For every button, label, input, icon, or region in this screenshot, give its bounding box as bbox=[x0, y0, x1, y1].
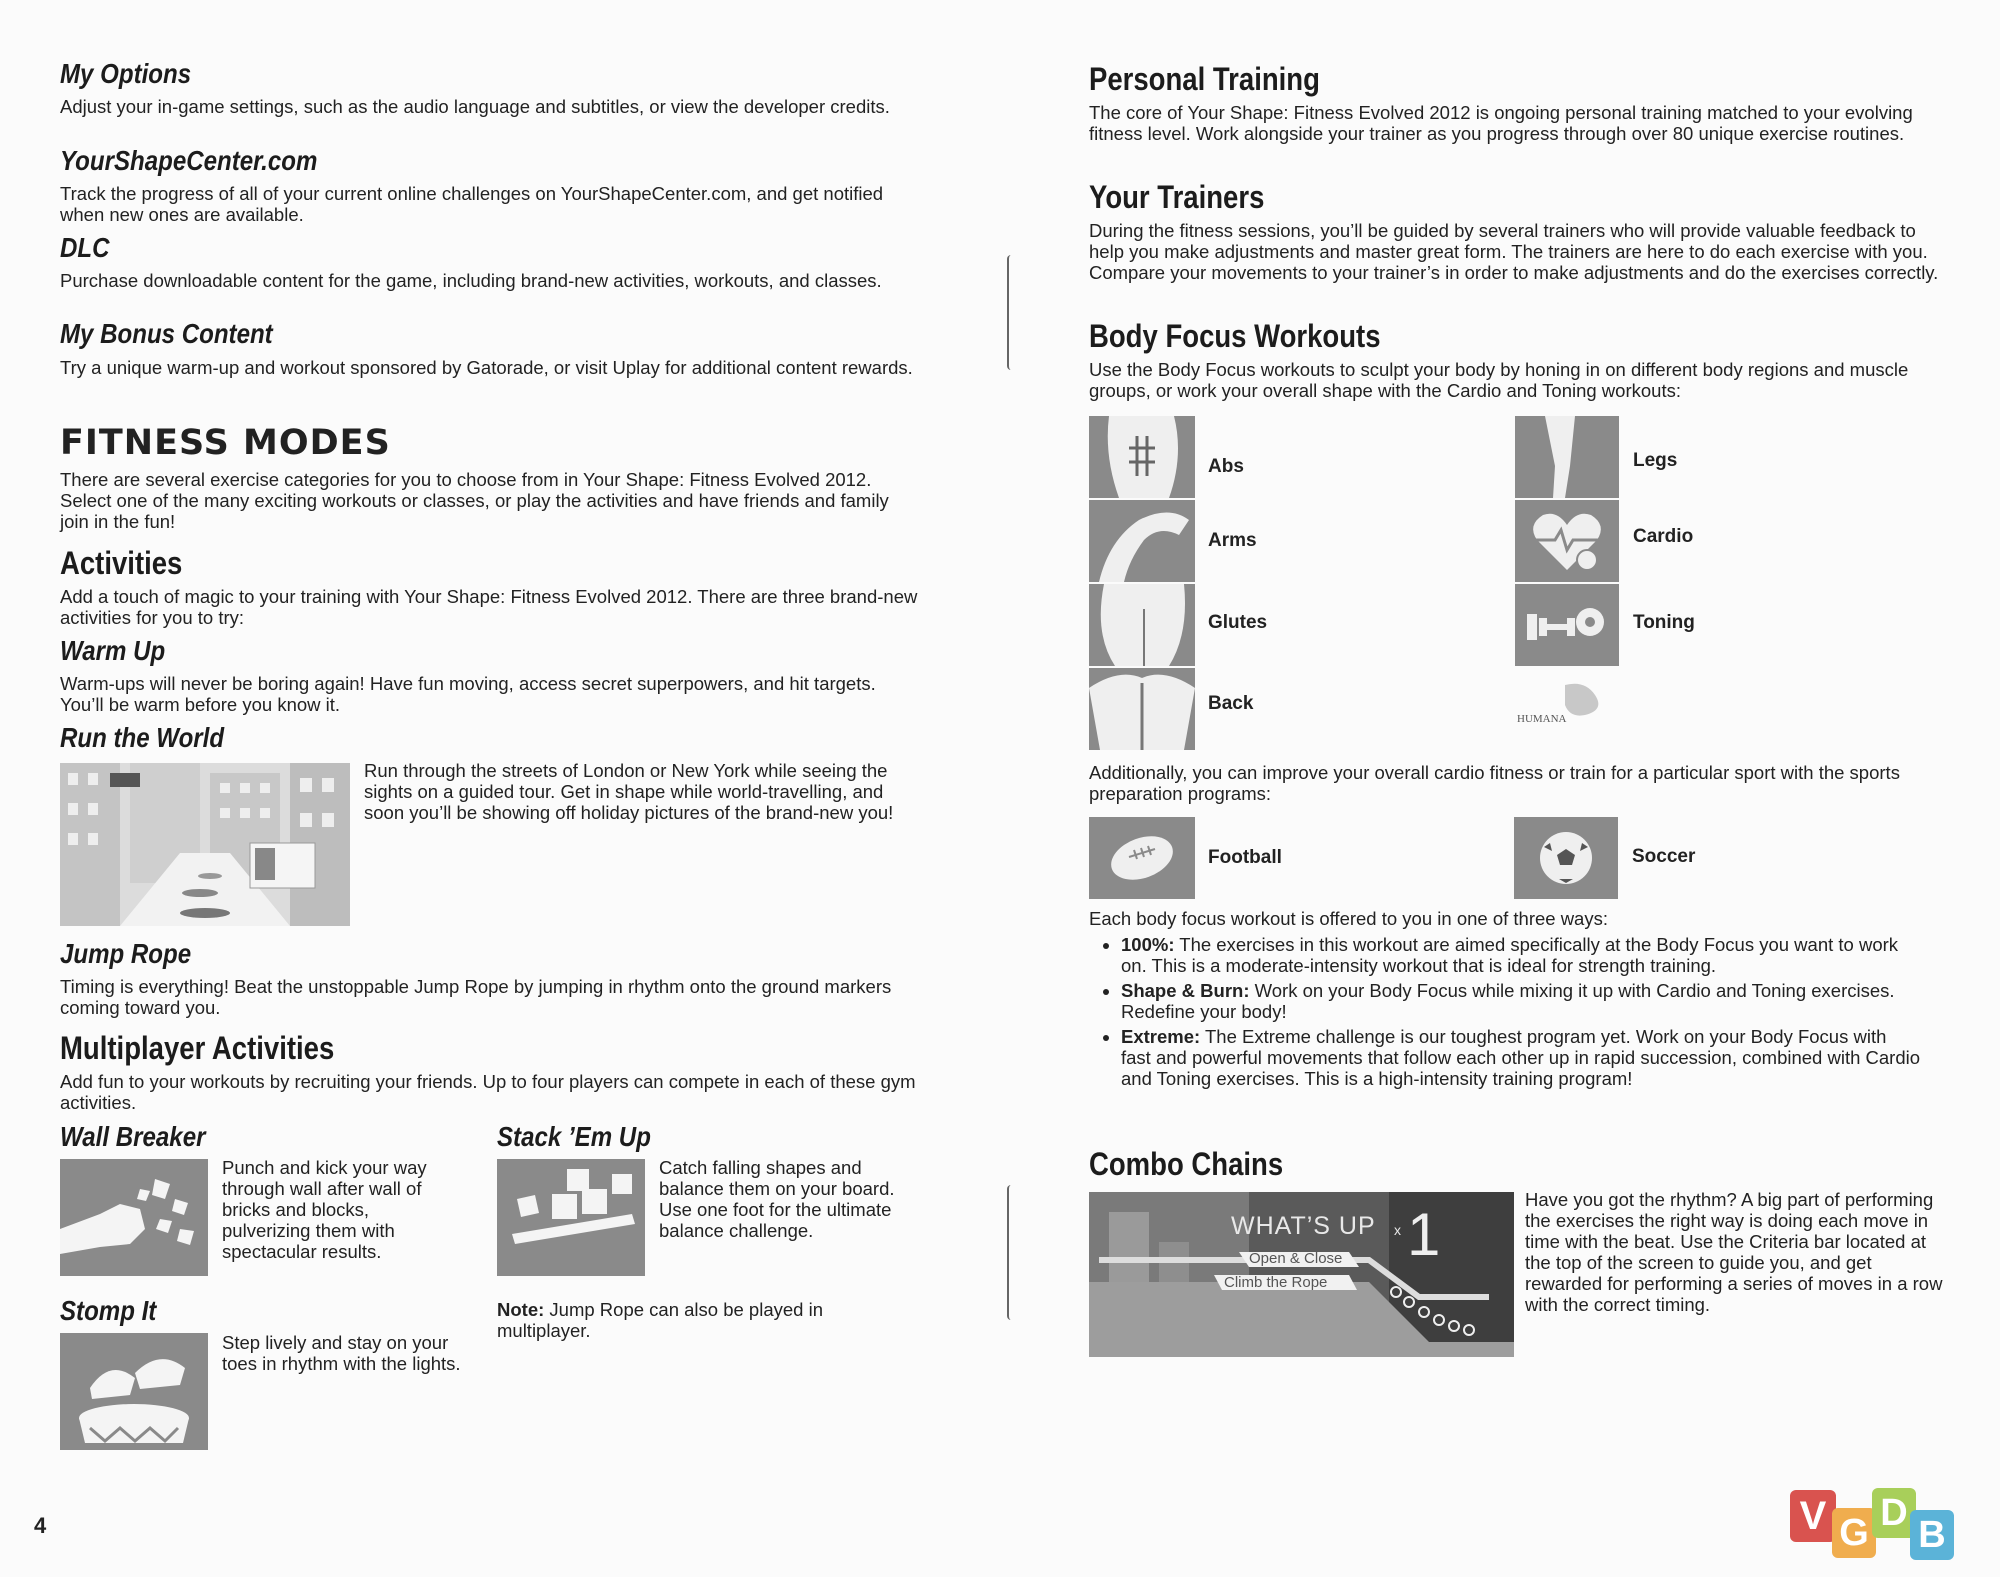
vgdb-watermark bbox=[1790, 1488, 1990, 1568]
combo-move-1: Open & Close bbox=[1249, 1250, 1343, 1267]
run-world-heading: Run the World bbox=[60, 722, 225, 753]
stomp-it-text: Step lively and stay on your toes in rhythm with the lights. bbox=[222, 1332, 461, 1374]
focus-label-back: Back bbox=[1208, 693, 1254, 714]
run-world-text: Run through the streets of London or New York while seeing the sights on a guided tour. Get in shape while world-travelling, and soon you’ll be showing off holiday pictures of the brand-new you! bbox=[364, 760, 894, 823]
abs-icon bbox=[1089, 416, 1195, 498]
body-focus-text: Use the Body Focus workouts to sculpt your body by honing in on different body regions and muscle groups, or work your overall shape with the Cardio and Toning workouts: bbox=[1089, 359, 1909, 401]
combo-chains-screenshot bbox=[1089, 1192, 1514, 1357]
note-text bbox=[497, 1299, 917, 1341]
focus-label-glutes: Glutes bbox=[1208, 612, 1268, 633]
binding-mark-top bbox=[1007, 255, 1015, 370]
wall-breaker-text: Punch and kick your way through wall after wall of bricks and blocks, pulverizing them with spectacular results. bbox=[222, 1157, 427, 1262]
bonus-heading: My Bonus Content bbox=[60, 318, 273, 349]
bonus-text: Try a unique warm-up and workout sponsored by Gatorade, or visit Uplay for additional content rewards. bbox=[60, 357, 913, 378]
vgdb-letter-g: G bbox=[1832, 1508, 1876, 1558]
vgdb-letter-v: V bbox=[1790, 1490, 1836, 1542]
way-item-shape-burn: • Shape & Burn: Work on your Body Focus while mixing it up with Cardio and Toning exercises. Redefine your body! bbox=[1121, 980, 1921, 1022]
combo-multiplier-sign: x bbox=[1394, 1222, 1401, 1238]
activities-heading: Activities bbox=[60, 545, 183, 581]
combo-chains-text: Have you got the rhythm? A big part of performing the exercises the right way is doing each move in time with the beat. Use the Criteria bar located at the top of the screen to guide you, and get rewarded for performing a series of moves in a row with the correct timing. bbox=[1525, 1189, 1943, 1315]
combo-chains-heading: Combo Chains bbox=[1089, 1146, 1284, 1182]
activities-text: Add a touch of magic to your training with Your Shape: Fitness Evolved 2012. There are three brand-new activities for you to try: bbox=[60, 586, 918, 628]
arms-icon bbox=[1089, 500, 1195, 582]
focus-label-toning: Toning bbox=[1633, 612, 1695, 633]
body-focus-heading: Body Focus Workouts bbox=[1089, 318, 1381, 354]
ysc-heading: YourShapeCenter.com bbox=[60, 145, 318, 176]
vgdb-letter-b: B bbox=[1910, 1510, 1954, 1560]
my-options-text: Adjust your in-game settings, such as the audio language and subtitles, or view the developer credits. bbox=[60, 96, 890, 117]
stack-em-up-icon bbox=[497, 1159, 645, 1276]
page-number: 4 bbox=[34, 1513, 47, 1538]
combo-count: 1 bbox=[1407, 1201, 1441, 1268]
legs-icon bbox=[1515, 416, 1619, 498]
soccer-ball-icon bbox=[1514, 817, 1618, 899]
jump-rope-text: Timing is everything! Beat the unstoppable Jump Rope by jumping in rhythm onto the ground markers coming toward you. bbox=[60, 976, 892, 1018]
glutes-icon bbox=[1089, 584, 1195, 666]
wall-breaker-heading: Wall Breaker bbox=[60, 1121, 206, 1152]
multiplayer-heading: Multiplayer Activities bbox=[60, 1030, 335, 1066]
stack-em-up-text: Catch falling shapes and balance them on your board. Use one foot for the ultimate balance challenge. bbox=[659, 1157, 895, 1241]
personal-training-text: The core of Your Shape: Fitness Evolved 2012 is ongoing personal training matched to your evolving fitness level. Work alongside your trainer as you progress through over 80 unique exercise routines. bbox=[1089, 102, 1913, 144]
svg-text:HUMANA: HUMANA bbox=[1517, 713, 1567, 725]
stomp-it-heading: Stomp It bbox=[60, 1295, 157, 1326]
dlc-text: Purchase downloadable content for the game, including brand-new activities, workouts, and classes. bbox=[60, 270, 882, 291]
fitness-modes-text: There are several exercise categories for you to choose from in Your Shape: Fitness Evolved 2012. Select one of the many exciting workouts or classes, or play the activities and have friends and family join in the fun! bbox=[60, 469, 889, 532]
humana-logo bbox=[1515, 680, 1625, 730]
warm-up-heading: Warm Up bbox=[60, 635, 166, 666]
warm-up-text: Warm-ups will never be boring again! Have fun moving, access secret superpowers, and hit targets. You’ll be warm before you know it. bbox=[60, 673, 876, 715]
run-world-screenshot bbox=[60, 763, 350, 926]
trainers-text: During the fitness sessions, you’ll be guided by several trainers who will provide valuable feedback to help you make adjustments and master great form. The trainers are here to do each exercise with you. Compare your movements to your trainer’s in order to make adjustments and do the exercises correctly. bbox=[1089, 220, 1939, 283]
my-options-heading: My Options bbox=[60, 58, 192, 89]
binding-mark-bottom bbox=[1007, 1185, 1015, 1320]
combo-whats-up-text: WHAT’S UP bbox=[1231, 1212, 1376, 1240]
stomp-it-icon bbox=[60, 1333, 208, 1450]
way-item-extreme: • Extreme: The Extreme challenge is our toughest program yet. Work on your Body Focus with fast and powerful movements that follow each other up in rapid succession, combined with Cardio and Toning exercises. This is a high-intensity training program! bbox=[1121, 1026, 1921, 1089]
multiplayer-text: Add fun to your workouts by recruiting your friends. Up to four players can compete in each of these gym activities. bbox=[60, 1071, 916, 1113]
cardio-heart-icon bbox=[1515, 500, 1619, 582]
back-icon bbox=[1089, 668, 1195, 750]
stack-em-up-heading: Stack ’Em Up bbox=[497, 1121, 651, 1152]
way-item-100: • 100%: The exercises in this workout are aimed specifically at the Body Focus you want to work on. This is a moderate-intensity workout that is ideal for strength training. bbox=[1121, 934, 1921, 976]
ways-intro-text: Each body focus workout is offered to you in one of three ways: bbox=[1089, 908, 1608, 929]
fitness-modes-heading: FITNESS MODES bbox=[60, 423, 391, 463]
personal-training-heading: Personal Training bbox=[1089, 61, 1320, 97]
football-icon bbox=[1089, 817, 1195, 899]
ysc-text: Track the progress of all of your current online challenges on YourShapeCenter.com, and get notified when new ones are available. bbox=[60, 183, 884, 225]
focus-label-legs: Legs bbox=[1633, 450, 1678, 471]
jump-rope-heading: Jump Rope bbox=[60, 938, 192, 969]
sport-label-soccer: Soccer bbox=[1632, 846, 1696, 867]
focus-label-abs: Abs bbox=[1208, 456, 1244, 477]
note-body: Jump Rope can also be played in multiplayer. bbox=[497, 1299, 823, 1341]
vgdb-letter-d: D bbox=[1872, 1488, 1916, 1538]
focus-label-cardio: Cardio bbox=[1633, 526, 1694, 547]
toning-dumbbell-icon bbox=[1515, 584, 1619, 666]
ways-list bbox=[1069, 934, 1921, 1093]
focus-label-arms: Arms bbox=[1208, 530, 1257, 551]
note-label: Note: bbox=[497, 1299, 545, 1320]
dlc-heading: DLC bbox=[60, 232, 110, 263]
wall-breaker-icon bbox=[60, 1159, 208, 1276]
sport-label-football: Football bbox=[1208, 847, 1282, 868]
trainers-heading: Your Trainers bbox=[1089, 179, 1265, 215]
combo-move-2: Climb the Rope bbox=[1224, 1274, 1328, 1291]
sports-intro-text: Additionally, you can improve your overall cardio fitness or train for a particular sport with the sports preparation programs: bbox=[1089, 762, 1900, 804]
